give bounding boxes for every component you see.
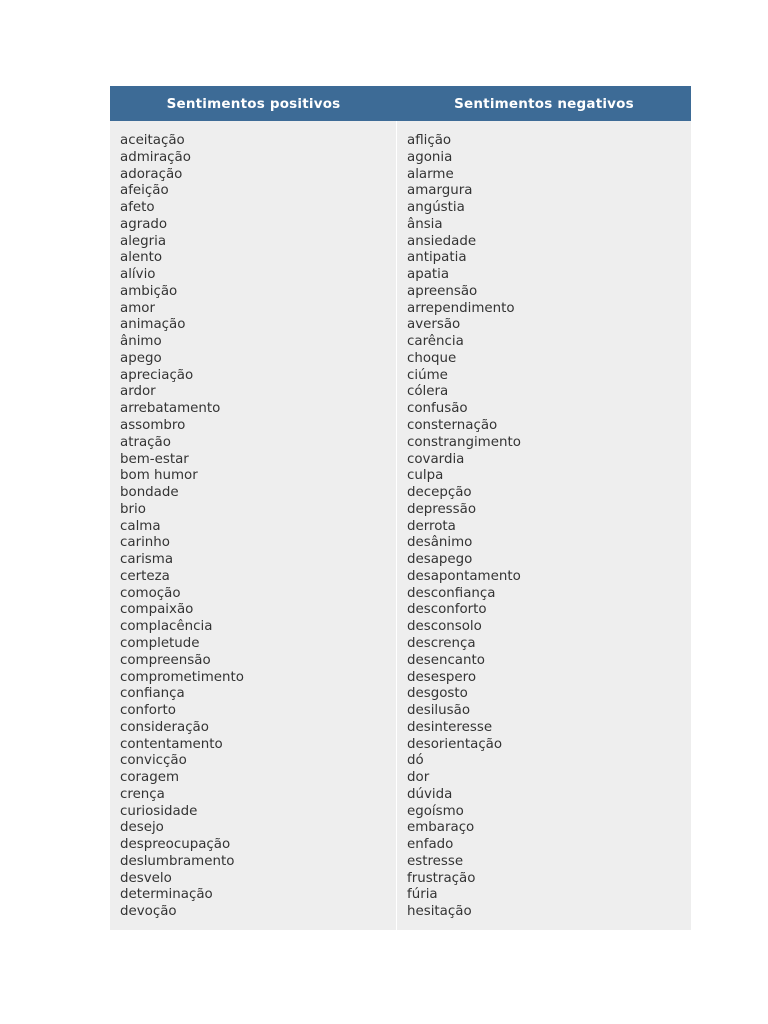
positive-feeling-word: bem-estar — [120, 451, 189, 467]
negative-feeling-word: hesitação — [407, 904, 472, 920]
positive-feeling-word: comoção — [120, 585, 181, 601]
positive-feeling-word: atração — [120, 434, 171, 450]
positive-feeling-word: animação — [120, 317, 186, 333]
negative-feeling-word: descrença — [407, 635, 476, 651]
positive-feeling-word: ambição — [120, 283, 178, 299]
negative-feeling-word: ciúme — [407, 367, 448, 383]
negative-feeling-word: desapego — [407, 552, 473, 568]
positive-feeling-word: consideração — [120, 719, 209, 735]
negative-feeling-word: desgosto — [407, 686, 468, 702]
negative-feeling-word: constrangimento — [407, 434, 521, 450]
negative-feeling-word: dor — [407, 770, 430, 786]
negative-feeling-word: desânimo — [407, 535, 473, 551]
positive-feeling-word: alento — [120, 250, 163, 266]
negative-feeling-word: confusão — [407, 401, 468, 417]
negative-feeling-word: decepção — [407, 485, 472, 501]
positive-feeling-word: afeição — [120, 183, 169, 199]
header-positive: Sentimentos positivos — [166, 95, 341, 112]
positive-feeling-word: desejo — [120, 820, 164, 836]
positive-feeling-word: convicção — [120, 753, 187, 769]
negative-feeling-word: depressão — [407, 501, 477, 517]
positive-feeling-word: carisma — [120, 552, 174, 568]
negative-feeling-word: desinteresse — [407, 719, 493, 735]
positive-feeling-word: carinho — [120, 535, 170, 551]
positive-feeling-word: certeza — [120, 568, 170, 584]
positive-feeling-word: completude — [120, 635, 200, 651]
negative-feeling-word: amargura — [407, 183, 473, 199]
negative-feeling-word: desencanto — [407, 652, 485, 668]
negative-feeling-word: embaraço — [407, 820, 475, 836]
negative-feeling-word: desconsolo — [407, 619, 482, 635]
negative-feeling-word: desorientação — [407, 736, 503, 752]
positive-feeling-word: ardor — [120, 384, 156, 400]
negative-feeling-word: dúvida — [407, 786, 453, 802]
positive-feeling-word: confiança — [120, 686, 185, 702]
positive-feeling-word: brio — [120, 501, 146, 517]
positive-feeling-word: calma — [120, 518, 161, 534]
positive-feeling-word: conforto — [120, 703, 176, 719]
positive-feeling-word: deslumbramento — [120, 853, 235, 869]
negative-feeling-word: antipatia — [407, 250, 467, 266]
negative-feeling-word: carência — [407, 334, 464, 350]
positive-feeling-word: compaixão — [120, 602, 194, 618]
negative-feeling-word: estresse — [407, 853, 464, 869]
negative-feeling-word: arrependimento — [407, 300, 515, 316]
negative-feeling-word: apreensão — [407, 283, 478, 299]
positive-feeling-word: curiosidade — [120, 803, 198, 819]
negative-feeling-word: dó — [407, 753, 424, 769]
feelings-table — [110, 86, 691, 930]
positive-feeling-word: bondade — [120, 485, 179, 501]
negative-feeling-word: frustração — [407, 870, 476, 886]
positive-feeling-word: agrado — [120, 216, 168, 232]
negative-feeling-word: desespero — [407, 669, 477, 685]
negative-feeling-word: cólera — [407, 384, 449, 400]
positive-feeling-word: alegria — [120, 233, 167, 249]
negative-feeling-word: desilusão — [407, 703, 471, 719]
positive-feeling-word: apreciação — [120, 367, 194, 383]
table-header — [110, 86, 691, 121]
positive-feeling-word: amor — [120, 300, 155, 316]
positive-feeling-word: coragem — [120, 770, 180, 786]
negative-feeling-word: consternação — [407, 418, 498, 434]
header-negative: Sentimentos negativos — [454, 95, 634, 112]
positive-feeling-word: aceitação — [120, 133, 185, 148]
negative-feeling-word: covardia — [407, 451, 465, 467]
positive-feeling-word: comprometimento — [120, 669, 244, 685]
negative-feeling-word: culpa — [407, 468, 444, 484]
positive-feeling-word: determinação — [120, 887, 213, 903]
negative-feeling-word: egoísmo — [407, 803, 464, 819]
positive-feeling-word: crença — [120, 786, 165, 802]
positive-feeling-word: arrebatamento — [120, 401, 221, 417]
negative-feeling-word: aversão — [407, 317, 461, 333]
positive-feeling-word: admiração — [120, 149, 191, 165]
positive-feeling-word: alívio — [120, 267, 156, 283]
positive-feeling-word: ânimo — [120, 334, 162, 350]
negative-feeling-word: enfado — [407, 837, 454, 853]
positive-feeling-word: devoção — [120, 904, 177, 920]
positive-feeling-word: compreensão — [120, 652, 211, 668]
positive-feeling-word: afeto — [120, 200, 155, 216]
positive-feeling-word: desvelo — [120, 870, 172, 886]
positive-feeling-word: despreocupação — [120, 837, 231, 853]
negative-feeling-word: ansiedade — [407, 233, 477, 249]
negative-feeling-word: choque — [407, 350, 457, 366]
positive-feeling-word: adoração — [120, 166, 183, 182]
positive-feelings-column — [110, 121, 396, 930]
negative-feeling-word: aflição — [407, 133, 452, 148]
negative-feeling-word: ânsia — [407, 216, 443, 232]
negative-feeling-word: angústia — [407, 200, 465, 216]
negative-feeling-word: alarme — [407, 166, 454, 182]
negative-feeling-word: desapontamento — [407, 568, 521, 584]
positive-feeling-word: bom humor — [120, 468, 198, 484]
negative-feeling-word: fúria — [407, 887, 438, 903]
negative-feeling-word: agonia — [407, 149, 453, 165]
negative-feelings-column — [397, 121, 691, 930]
negative-feeling-word: desconfiança — [407, 585, 496, 601]
negative-feeling-word: desconforto — [407, 602, 487, 618]
table-body — [110, 121, 691, 930]
positive-feeling-word: assombro — [120, 418, 186, 434]
negative-feeling-word: apatia — [407, 267, 450, 283]
positive-feeling-word: complacência — [120, 619, 213, 635]
positive-feeling-word: contentamento — [120, 736, 223, 752]
negative-feeling-word: derrota — [407, 518, 456, 534]
positive-feeling-word: apego — [120, 350, 162, 366]
